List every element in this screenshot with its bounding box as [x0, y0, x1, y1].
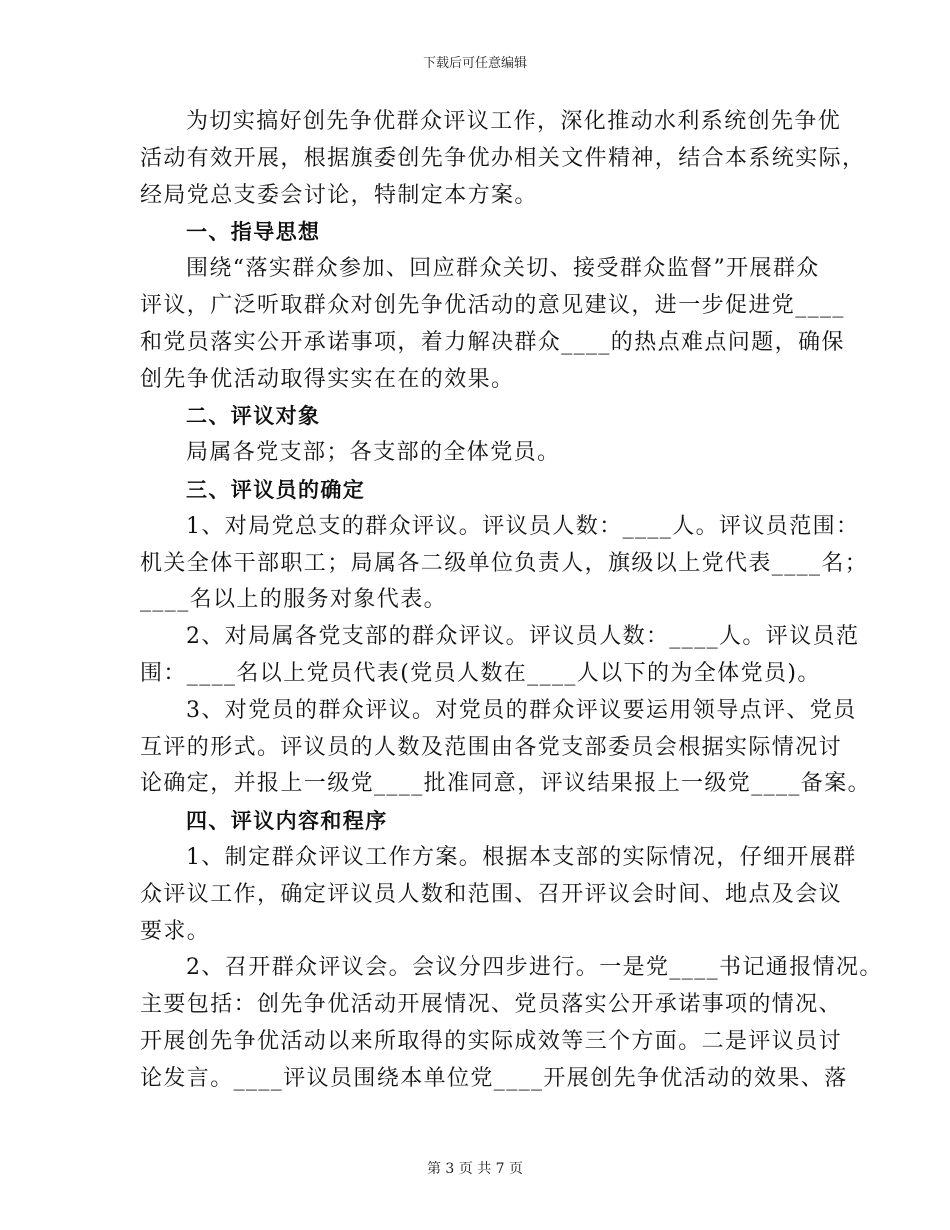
paragraph-line: 创先争优活动取得实实在在的效果。	[140, 366, 515, 392]
paragraph-line: 众评议工作，确定评议员人数和范围、召开评议会时间、地点及会议	[140, 881, 843, 907]
paragraph-line: 论确定，并报上一级党____批准同意，评议结果报上一级党____备案。	[140, 771, 872, 797]
paragraph-line: 3、对党员的群众评议。对党员的群众评议要运用领导点评、党员	[186, 697, 857, 723]
paragraph-line: 互评的形式。评议员的人数及范围由各党支部委员会根据实际情况讨	[140, 734, 843, 760]
paragraph-line: 开展创先争优活动以来所取得的实际成效等三个方面。二是评议员讨	[140, 1028, 843, 1054]
paragraph-line: 围绕“落实群众参加、回应群众关切、接受群众监督”开展群众	[186, 256, 820, 282]
section-heading: 三、评议员的确定	[186, 477, 366, 502]
document-body	[140, 104, 883, 1098]
paragraph-line: 机关全体干部职工；局属各二级单位负责人，旗级以上党代表____名；	[140, 550, 869, 576]
paragraph-line: 和党员落实公开承诺事项，着力解决群众____的热点难点问题，确保	[140, 329, 845, 355]
paragraph-line: 要求。	[140, 918, 211, 944]
section-heading: 二、评议对象	[186, 404, 321, 429]
page-footer: 第 3 页 共 7 页	[426, 1161, 524, 1177]
section-heading: 四、评议内容和程序	[186, 809, 388, 834]
paragraph-line: 评议，广泛听取群众对创先争优活动的意见建议，进一步促进党____	[140, 292, 845, 318]
paragraph-line: 论发言。____评议员围绕本单位党____开展创先争优活动的效果、落	[140, 1065, 848, 1091]
section-heading: 一、指导思想	[186, 220, 321, 245]
page-header: 下载后可任意编辑	[422, 56, 527, 71]
paragraph-line: 主要包括：创先争优活动开展情况、党员落实公开承诺事项的情况、	[140, 992, 843, 1018]
paragraph-line: 为切实搞好创先争优群众评议工作，深化推动水利系统创先争优	[186, 109, 842, 134]
paragraph-line: 1、制定群众评议工作方案。根据本支部的实际情况，仔细开展群	[186, 844, 857, 870]
paragraph-line: ____名以上的服务对象代表。	[140, 587, 448, 613]
paragraph-line: 2、召开群众评议会。会议分四步进行。一是党____书记通报情况。	[186, 955, 883, 981]
paragraph-line: 局属各党支部；各支部的全体党员。	[186, 440, 561, 466]
paragraph-line: 围：____名以上党员代表(党员人数在____人以下的为全体党员)。	[140, 660, 821, 686]
paragraph-line: 经局党总支委会讨论，特制定本方案。	[140, 182, 538, 208]
paragraph-line: 活动有效开展，根据旗委创先争优办相关文件精神，结合本系统实际，	[140, 145, 866, 171]
paragraph-line: 1、对局党总支的群众评议。评议员人数：____人。评议员范围：	[186, 513, 860, 539]
paragraph-line: 2、对局属各党支部的群众评议。评议员人数：____人。评议员范	[186, 624, 860, 650]
